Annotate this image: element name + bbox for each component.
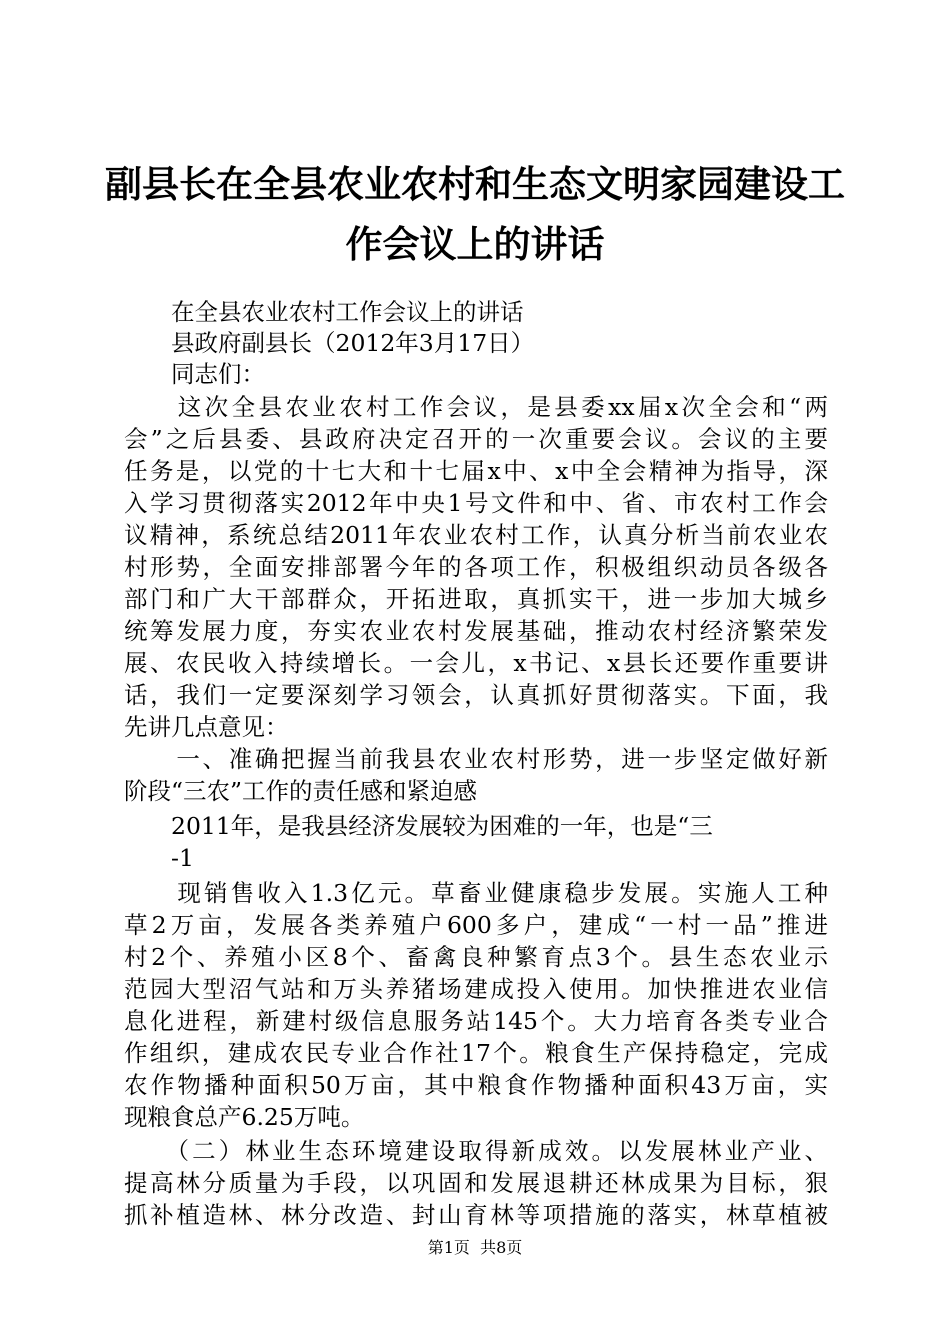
body-line: 范园大型沼气站和万头养猪场建成投入使用。加快推进农业信: [124, 975, 828, 1003]
section-heading-line: 一、准确把握当前我县农业农村形势，进一步坚定做好新: [124, 745, 828, 773]
body-line: 息化进程，新建村级信息服务站145个。大力培育各类专业合: [124, 1007, 828, 1035]
body-line: 抓补植造林、林分改造、封山育林等项措施的落实，林草植被: [124, 1201, 828, 1229]
document-title-line-1: 副县长在全县农业农村和生态文明家园建设工: [105, 162, 845, 206]
body-line: 展、农民收入持续增长。一会儿，x书记、x县长还要作重要讲: [124, 649, 828, 677]
body-line: 草2万亩，发展各类养殖户600多户，建成“一村一品”推进: [124, 911, 828, 939]
body-line: 现粮食总产6.25万吨。: [124, 1103, 365, 1131]
body-line: 话，我们一定要深刻学习领会，认真抓好贯彻落实。下面，我: [124, 681, 828, 709]
body-line: 统筹发展力度，夯实农业农村发展基础，推动农村经济繁荣发: [124, 617, 828, 645]
body-line: 2011年，是我县经济发展较为困难的一年，也是“三: [124, 812, 713, 840]
body-line: （二）林业生态环境建设取得新成效。以发展林业产业、: [124, 1137, 828, 1165]
section-heading-line: 阶段“三农”工作的责任感和紧迫感: [124, 777, 478, 805]
body-line: 农作物播种面积50万亩，其中粮食作物播种面积43万亩，实: [124, 1071, 828, 1099]
body-line: 部门和广大干部群众，开拓进取，真抓实干，进一步加大城乡: [124, 585, 828, 613]
body-line: 议精神，系统总结2011年农业农村工作，认真分析当前农业农: [124, 521, 828, 549]
body-line: 现销售收入1.3亿元。草畜业健康稳步发展。实施人工种: [124, 879, 828, 907]
page-break-marker: -1: [124, 844, 194, 872]
body-line: 村形势，全面安排部署今年的各项工作，积极组织动员各级各: [124, 553, 828, 581]
page-number-footer: 第1页 共8页: [427, 1238, 523, 1257]
speaker-and-date: 县政府副县长（2012年3月17日）: [124, 329, 535, 357]
body-line: 先讲几点意见：: [124, 713, 289, 741]
body-line: 入学习贯彻落实2012年中央1号文件和中、省、市农村工作会: [124, 489, 828, 517]
body-line: 这次全县农业农村工作会议，是县委xx届x次全会和“两: [124, 393, 828, 421]
body-line: 作组织，建成农民专业合作社17个。粮食生产保持稳定，完成: [124, 1039, 828, 1067]
speech-subtitle: 在全县农业农村工作会议上的讲话: [124, 298, 524, 326]
salutation: 同志们：: [124, 360, 265, 388]
body-line: 村2个、养殖小区8个、畜禽良种繁育点3个。县生态农业示: [124, 943, 828, 971]
body-line: 提高林分质量为手段，以巩固和发展退耕还林成果为目标，狠: [124, 1169, 828, 1197]
document-title-line-2: 作会议上的讲话: [345, 222, 605, 266]
body-line: 会”之后县委、县政府决定召开的一次重要会议。会议的主要: [124, 425, 828, 453]
body-line: 任务是，以党的十七大和十七届x中、x中全会精神为指导，深: [124, 457, 828, 485]
